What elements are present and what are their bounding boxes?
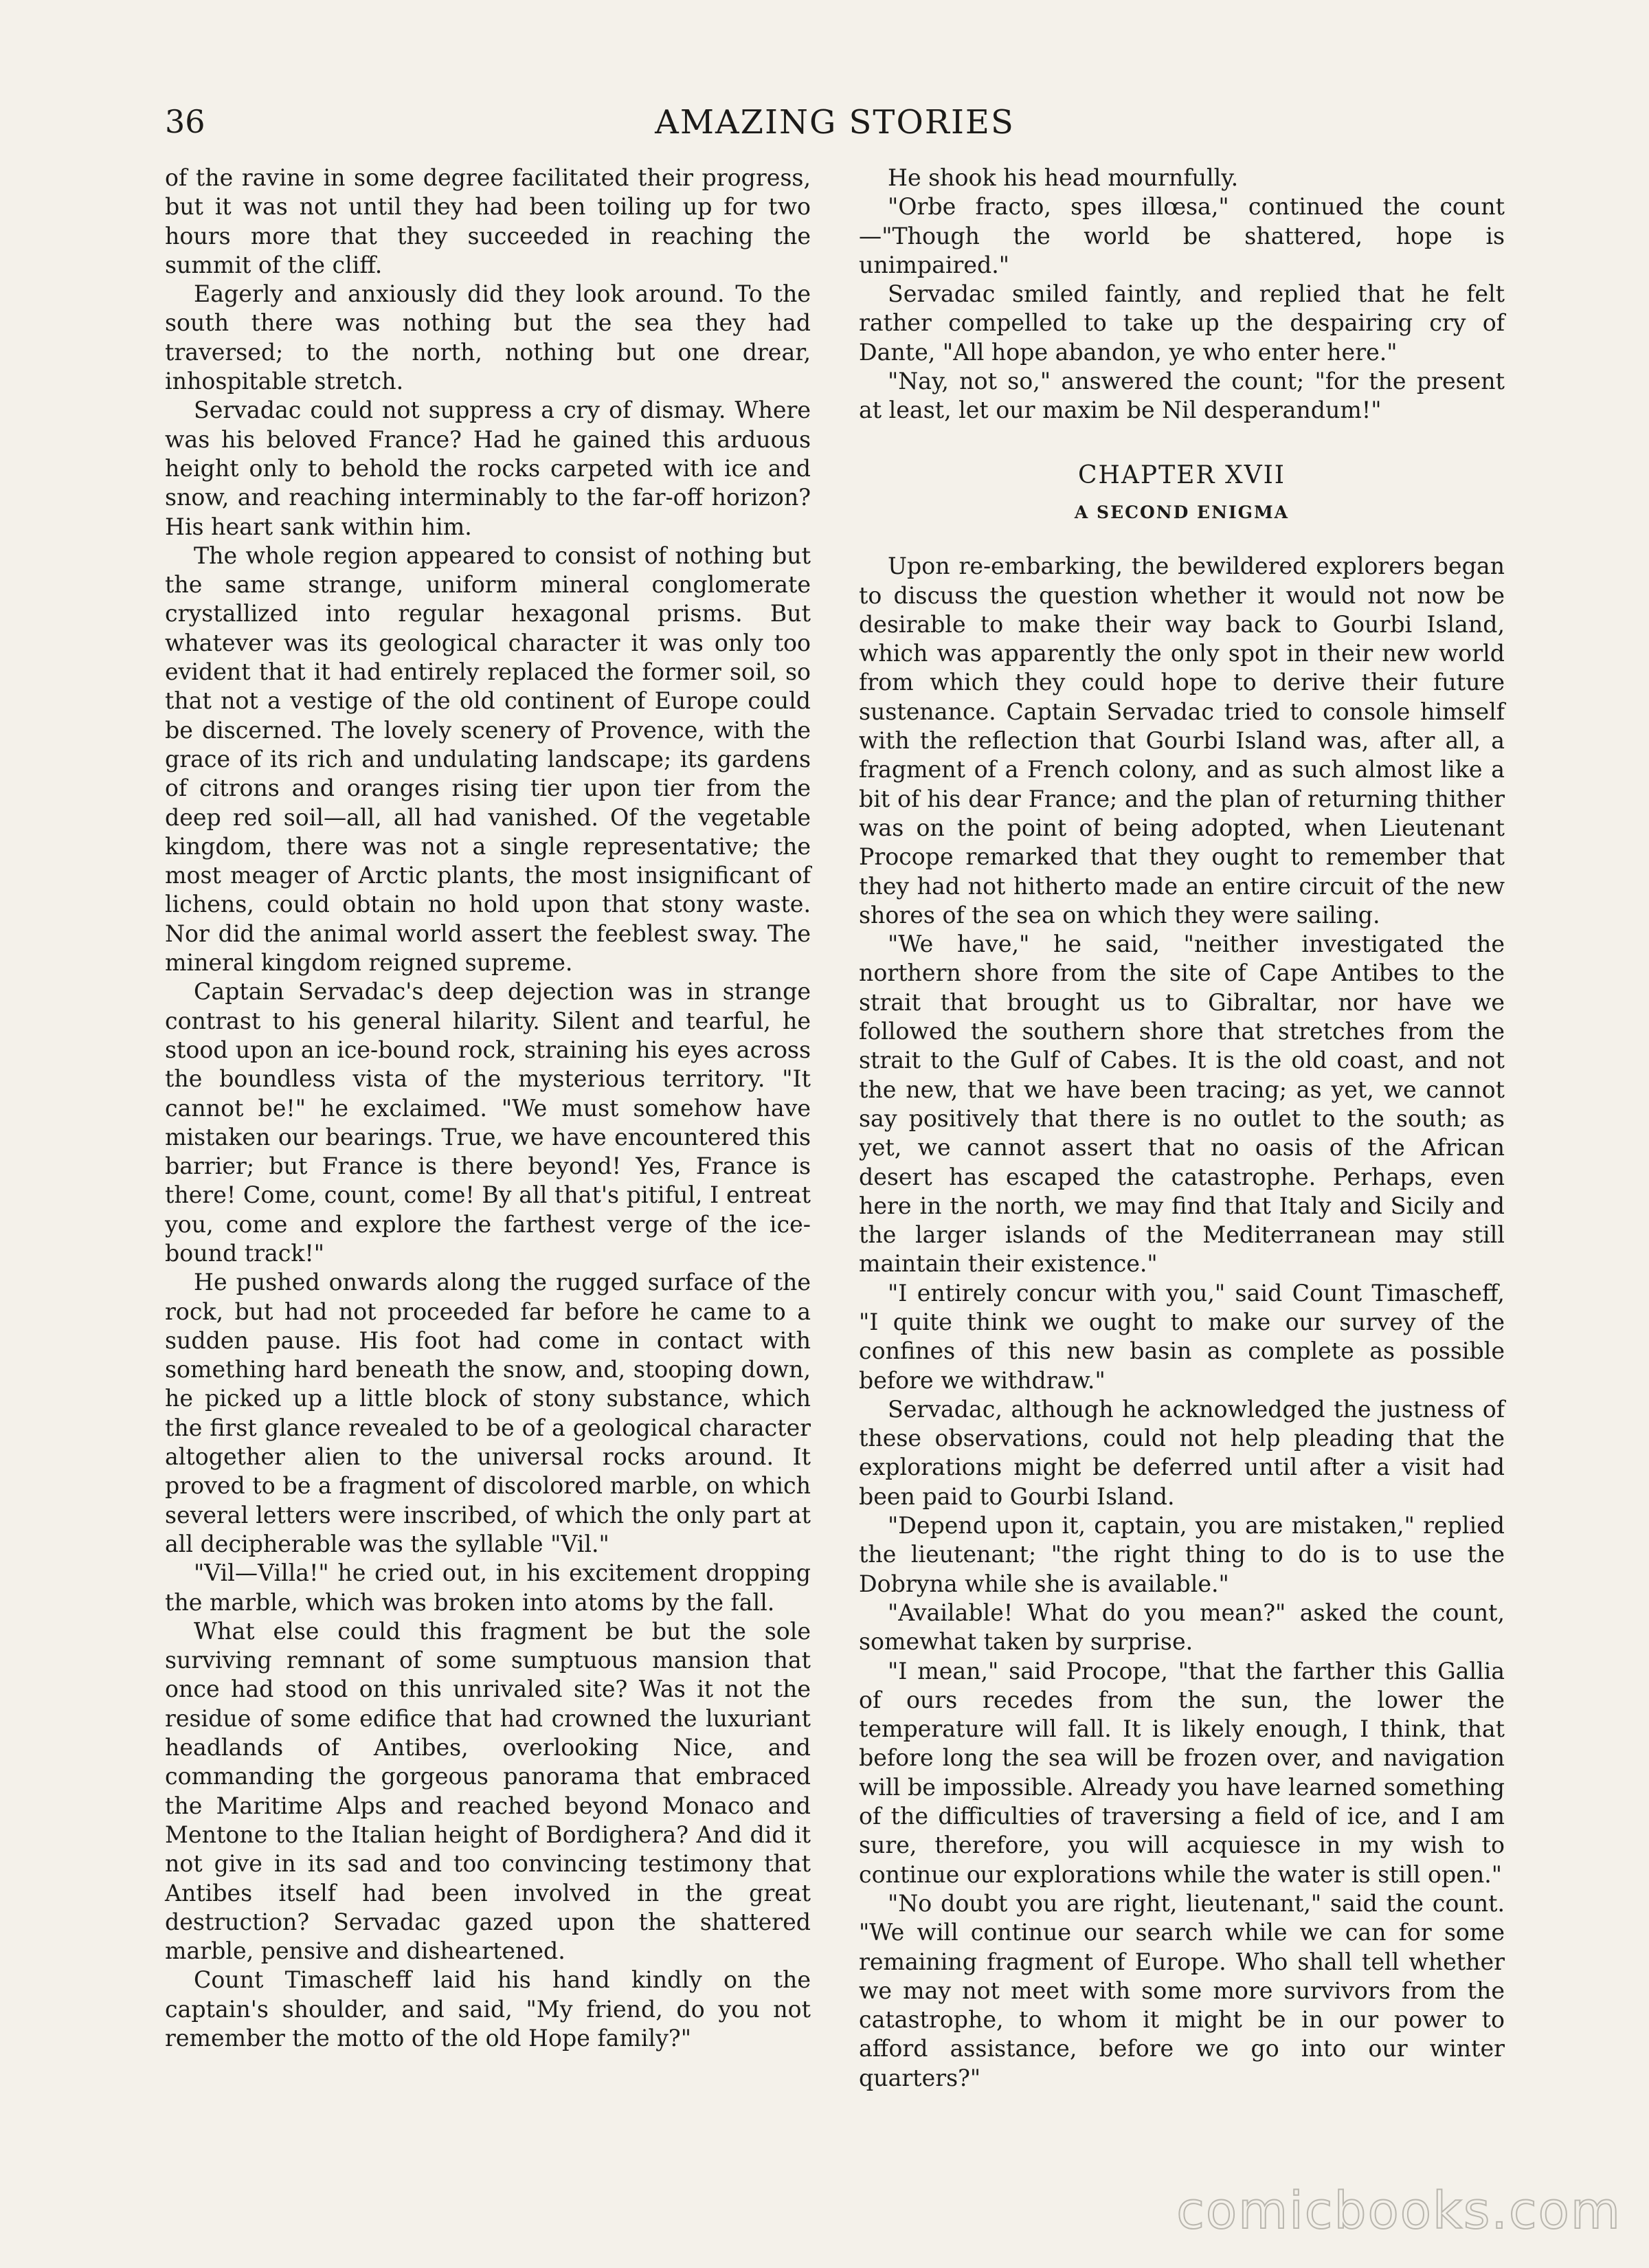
paragraph: "Vil—Villa!" he cried out, in his excitement dropping the marble, which was broken into atoms by the fall. (165, 1559, 811, 1616)
paragraph: He shook his head mournfully. (888, 164, 1239, 191)
watermark: comicbooks.com (1176, 2181, 1622, 2241)
paragraph: Captain Servadac's deep dejection was in strange contrast to his general hilarity. Silent and tearful, he stood upon an ice-bound rock, straining his eyes across the boundless vista of the mysterious territory. "It cannot be!" he exclaimed. "We must somehow have mistaken our bearings. True, we have encountered this barrier; but France is there beyond! Yes, France is there! Come, count, come! By all that's pitiful, I entreat you, come and explore the farthest verge of the ice-bound track!" (165, 978, 811, 1267)
paragraph: "No doubt you are right, lieutenant," said the count. "We will continue our search while we can for some remaining fragment of Europe. Who shall tell whether we may not meet with some more survivors from the catastrophe, to whom it might be in our power to afford assistance, before we go into our winter quarters?" (859, 1889, 1505, 2091)
chapter-heading: CHAPTER XVII (1077, 460, 1286, 489)
paragraph: "Depend upon it, captain, you are mistaken," replied the lieutenant; "the right thing to do is to use the Dobryna while she is available." (859, 1512, 1505, 1597)
right-column (859, 164, 1505, 2093)
paragraph: "Orbe fracto, spes illœsa," continued the count—"Though the world be shattered, hope is unimpaired." (859, 193, 1505, 278)
paragraph: of the ravine in some degree facilitated their progress, but it was not until they had been toiling up for two hours more that they succeeded in reaching the summit of the cliff. (165, 164, 811, 278)
paragraph: "Nay, not so," answered the count; "for the present at least, let our maxim be Nil desperandum!" (859, 368, 1505, 424)
paragraph: "I mean," said Procope, "that the farther this Gallia of ours recedes from the sun, the lower the temperature will fall. It is likely enough, I think, that before long the sea will be frozen over, and navigation will be impossible. Already you have learned something of the difficulties of traversing a field of ice, and I am sure, therefore, you will acquiesce in my wish to continue our explorations while the water is still open." (859, 1657, 1505, 1888)
paragraph: What else could this fragment be but the sole surviving remnant of some sumptuous mansion that once had stood on this unrivaled site? Was it not the residue of some edifice that had crowned the luxuriant headlands of Antibes, overlooking Nice, and commanding the gorgeous panorama that embraced the Maritime Alps and reached beyond Monaco and Mentone to the Italian height of Bordighera? And did it not give in its sad and too convincing testimony that Antibes itself had been involved in the great destruction? Servadac gazed upon the shattered marble, pensive and disheartened. (165, 1617, 811, 1965)
paragraph: "I entirely concur with you," said Count Timascheff, "I quite think we ought to make our survey of the confines of this new basin as complete as possible before we withdraw." (859, 1279, 1505, 1394)
paragraph: Servadac could not suppress a cry of dismay. Where was his beloved France? Had he gained this arduous height only to behold the rocks carpeted with ice and snow, and reaching interminably to the far-off horizon? His heart sank within him. (165, 397, 811, 540)
chapter-subtitle: A SECOND ENIGMA (1074, 502, 1290, 522)
paragraph: Count Timascheff laid his hand kindly on the captain's shoulder, and said, "My friend, do you not remember the motto of the old Hope family?" (165, 1966, 811, 2052)
paragraph: Servadac, although he acknowledged the justness of these observations, could not help pleading that the explorations might be deferred until after a visit had been paid to Gourbi Island. (859, 1395, 1505, 1510)
paragraph: Upon re-embarking, the bewildered explorers began to discuss the question whether it would not now be desirable to make their way back to Gourbi Island, which was apparently the only spot in their new world from which they could hope to derive their future sustenance. Captain Servadac tried to console himself with the reflection that Gourbi Island was, after all, a fragment of a French colony, and as such almost like a bit of his dear France; and the plan of returning thither was on the point of being adopted, when Lieutenant Procope remarked that they ought to remember that they had not hitherto made an entire circuit of the new shores of the sea on which they were sailing. (859, 553, 1505, 929)
page-header (165, 103, 1505, 158)
paragraph: Eagerly and anxiously did they look around. To the south there was nothing but the sea they had traversed; to the north, nothing but one drear, inhospitable stretch. (165, 280, 811, 395)
running-title: AMAZING STORIES (655, 103, 1015, 142)
paragraph: The whole region appeared to consist of nothing but the same strange, uniform mineral conglomerate crystallized into regular hexagonal prisms. But whatever was its geological character it was only too evident that it had entirely replaced the former soil, so that not a vestige of the old continent of Europe could be discerned. The lovely scenery of Provence, with the grace of its rich and undulating landscape; its gardens of citrons and oranges rising tier upon tier from the deep red soil—all, all had vanished. Of the vegetable kingdom, there was not a single representative; the most meager of Arctic plants, the most insignificant of lichens, could obtain no hold upon that stony waste. Nor did the animal world assert the feeblest sway. The mineral kingdom reigned supreme. (165, 542, 811, 977)
paragraph: Servadac smiled faintly, and replied that he felt rather compelled to take up the despairing cry of Dante, "All hope abandon, ye who enter here." (859, 280, 1505, 366)
paragraph: "Available! What do you mean?" asked the count, somewhat taken by surprise. (859, 1599, 1505, 1656)
left-column (165, 164, 811, 2053)
paragraph: "We have," he said, "neither investigated the northern shore from the site of Cape Antibes to the strait that brought us to Gibraltar, nor have we followed the southern shore that stretches from the strait to the Gulf of Cabes. It is the old coast, and not the new, that we have been tracing; as yet, we cannot say positively that there is no outlet to the south; as yet, we cannot assert that no oasis of the African desert has escaped the catastrophe. Perhaps, even here in the north, we may find that Italy and Sicily and the larger islands of the Mediterranean may still maintain their existence." (859, 931, 1505, 1278)
paragraph: He pushed onwards along the rugged surface of the rock, but had not proceeded far before he came to a sudden pause. His foot had come in contact with something hard beneath the snow, and, stooping down, he picked up a little block of stony substance, which the first glance revealed to be of a geological character altogether alien to the universal rocks around. It proved to be a fragment of discolored marble, on which several letters were inscribed, of which the only part at all decipherable was the syllable "Vil." (165, 1269, 811, 1557)
page-number: 36 (165, 103, 205, 140)
